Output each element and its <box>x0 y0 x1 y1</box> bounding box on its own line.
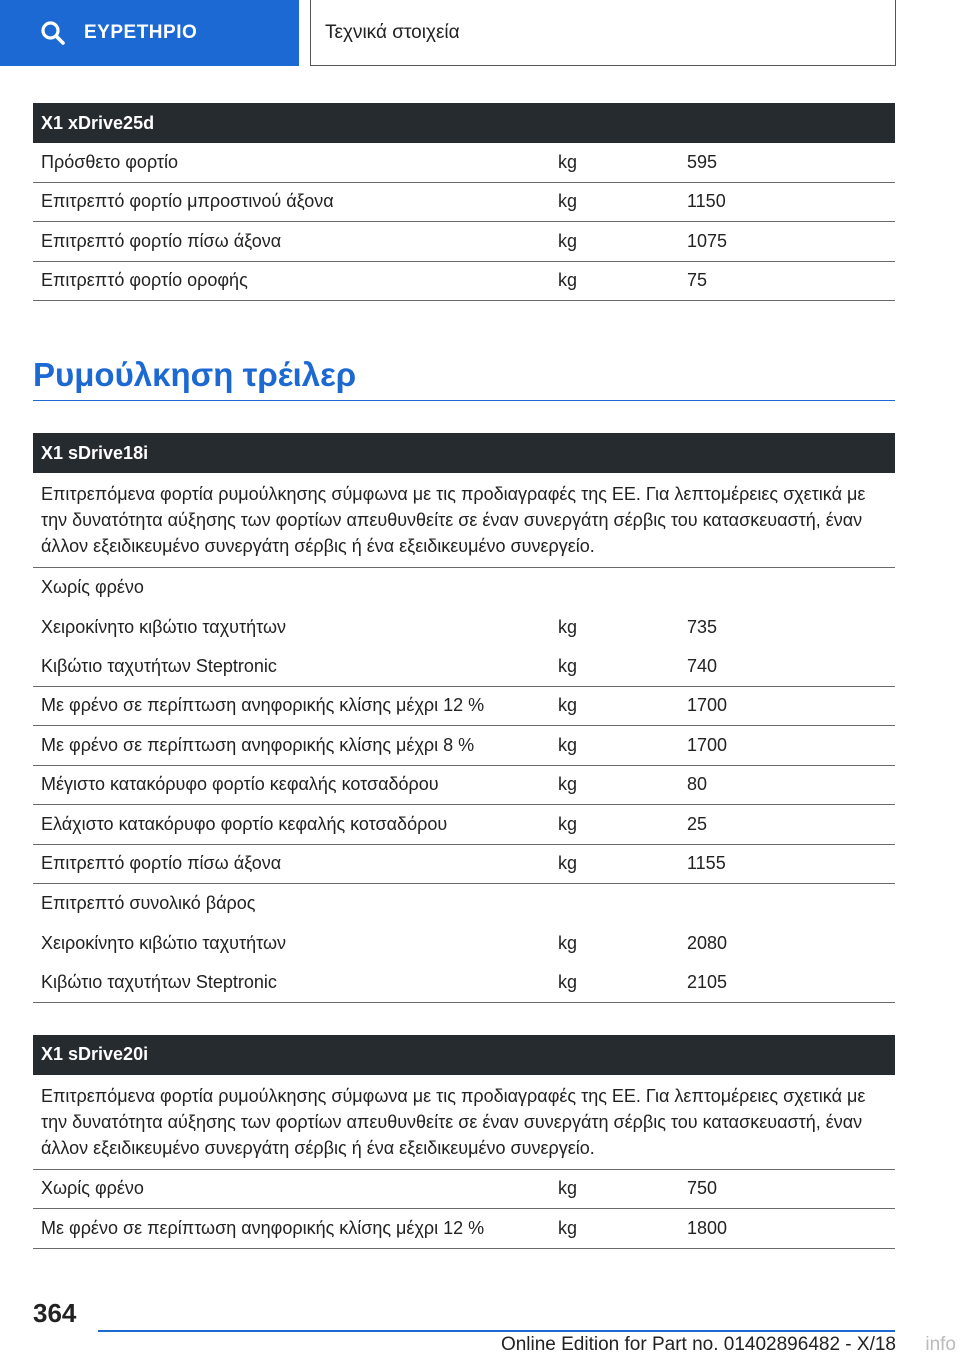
row-unit: kg <box>558 695 578 716</box>
row-value: 1800 <box>687 1217 728 1238</box>
table-header: X1 sDrive18i <box>33 433 895 473</box>
table-row <box>33 766 895 806</box>
row-value: 735 <box>687 616 718 637</box>
row-unit: kg <box>558 1217 578 1238</box>
table-row <box>33 1209 895 1249</box>
row-value: 80 <box>687 774 708 795</box>
row-unit: kg <box>558 270 578 291</box>
row-value: 1075 <box>687 230 728 251</box>
table-row <box>33 687 895 727</box>
row-label: Με φρένο σε περίπτωση ανηφορικής κλίσης μέχρι 12 % <box>41 695 485 716</box>
row-unit: kg <box>558 734 578 755</box>
watermark: info <box>925 1334 956 1355</box>
table-row <box>33 222 895 262</box>
row-value: 595 <box>687 151 718 172</box>
row-unit: kg <box>558 616 578 637</box>
row-unit: kg <box>558 932 578 953</box>
row-unit: kg <box>558 1178 578 1199</box>
table-x1-xdrive25d <box>33 103 895 301</box>
table-note: Επιτρεπόμενα φορτία ρυμούλκησης σύμφωνα με τις προδιαγραφές της ΕΕ. Για λεπτομέρειες σχετικά με την δυνατότητα αύξησης των φορτίων απευθυνθείτε σε έναν συνεργάτη σέρβις του κατασκευαστή, έναν άλλον εξειδικευμένο συνεργάτη σέρβις ή ένα εξειδικευμένο συνεργείο. <box>33 1075 895 1170</box>
table-row <box>33 963 895 1003</box>
row-value: 750 <box>687 1178 718 1199</box>
row-unit: kg <box>558 230 578 251</box>
section-title: Ρυμούλκηση τρέιλερ <box>33 349 895 401</box>
row-label: Με φρένο σε περίπτωση ανηφορικής κλίσης μέχρι 12 % <box>41 1217 485 1238</box>
table-row <box>33 884 895 924</box>
row-label: Κιβώτιο ταχυτήτων Steptronic <box>41 971 277 992</box>
row-value: 25 <box>687 813 708 834</box>
row-value: 1700 <box>687 695 728 716</box>
row-value: 740 <box>687 655 718 676</box>
row-label: Επιτρεπτό συνολικό βάρος <box>41 893 256 914</box>
index-button-label: ΕΥΡΕΤΗΡΙΟ <box>84 22 198 43</box>
table-x1-sdrive18i <box>33 433 895 1003</box>
footer-divider <box>98 1330 895 1332</box>
table-row <box>33 845 895 885</box>
row-label: Επιτρεπτό φορτίο πίσω άξονα <box>41 853 282 874</box>
index-button[interactable] <box>0 0 299 66</box>
row-label: Κιβώτιο ταχυτήτων Steptronic <box>41 655 277 676</box>
row-label: Χειροκίνητο κιβώτιο ταχυτήτων <box>41 932 287 953</box>
table-note: Επιτρεπόμενα φορτία ρυμούλκησης σύμφωνα με τις προδιαγραφές της ΕΕ. Για λεπτομέρειες σχετικά με την δυνατότητα αύξησης των φορτίων απευθυνθείτε σε έναν συνεργάτη σέρβις του κατασκευαστή, έναν άλλον εξειδικευμένο συνεργάτη σέρβις ή ένα εξειδικευμένο συνεργείο. <box>33 473 895 568</box>
table-header: X1 sDrive20i <box>33 1035 895 1075</box>
table-x1-sdrive20i <box>33 1035 895 1249</box>
table-row <box>33 647 895 687</box>
row-unit: kg <box>558 191 578 212</box>
table-row <box>33 608 895 648</box>
table-row <box>33 568 895 608</box>
table-row <box>33 726 895 766</box>
row-label: Επιτρεπτό φορτίο μπροστινού άξονα <box>41 191 334 212</box>
footer-edition: Online Edition for Part no. 01402896482 - X/18 <box>500 1334 896 1355</box>
breadcrumb <box>310 0 896 66</box>
row-unit: kg <box>558 813 578 834</box>
row-label: Με φρένο σε περίπτωση ανηφορικής κλίσης μέχρι 8 % <box>41 734 475 755</box>
row-label: Επιτρεπτό φορτίο οροφής <box>41 270 248 291</box>
row-label: Χωρίς φρένο <box>41 1178 144 1199</box>
row-value: 2105 <box>687 971 728 992</box>
row-value: 75 <box>687 270 708 291</box>
row-value: 1150 <box>687 191 726 212</box>
row-label: Μέγιστο κατακόρυφο φορτίο κεφαλής κοτσαδόρου <box>41 774 439 795</box>
row-label: Πρόσθετο φορτίο <box>41 151 179 172</box>
top-bar <box>0 0 960 66</box>
row-unit: kg <box>558 971 578 992</box>
page-content <box>33 103 895 1249</box>
table-row <box>33 262 895 302</box>
row-label: Χωρίς φρένο <box>41 577 144 598</box>
row-unit: kg <box>558 655 578 676</box>
search-icon <box>40 20 66 46</box>
row-unit: kg <box>558 853 578 874</box>
page-number: 364 <box>33 1298 77 1328</box>
table-row <box>33 924 895 964</box>
row-value: 2080 <box>687 932 728 953</box>
row-unit: kg <box>558 151 578 172</box>
table-row <box>33 1170 895 1210</box>
table-row <box>33 143 895 183</box>
table-header: X1 xDrive25d <box>33 103 895 143</box>
table-row <box>33 805 895 845</box>
row-label: Επιτρεπτό φορτίο πίσω άξονα <box>41 230 282 251</box>
row-label: Χειροκίνητο κιβώτιο ταχυτήτων <box>41 616 287 637</box>
breadcrumb-label: Τεχνικά στοιχεία <box>325 21 460 43</box>
row-value: 1155 <box>687 853 726 874</box>
row-unit: kg <box>558 774 578 795</box>
row-value: 1700 <box>687 734 728 755</box>
table-row <box>33 183 895 223</box>
row-label: Ελάχιστο κατακόρυφο φορτίο κεφαλής κοτσαδόρου <box>41 813 448 834</box>
